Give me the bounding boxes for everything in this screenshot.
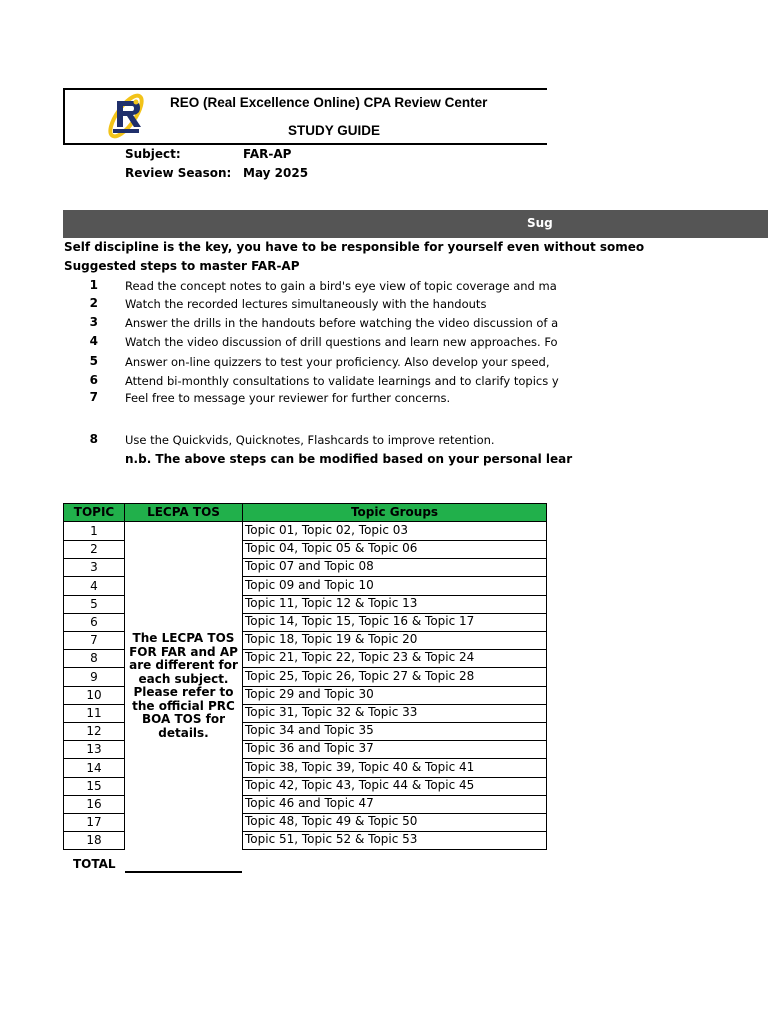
topic-group-cell: Topic 04, Topic 05 & Topic 06 (242, 540, 547, 559)
step-text: Feel free to message your reviewer for further concerns. (125, 391, 451, 405)
header-lecpa-tos: LECPA TOS (124, 503, 243, 522)
topic-number-cell: 17 (63, 813, 125, 832)
topic-number-cell: 6 (63, 613, 125, 632)
step-text: Read the concept notes to gain a bird's eye view of topic coverage and ma (125, 279, 557, 293)
discipline-statement: Self discipline is the key, you have to be responsible for yourself even without someo (64, 240, 645, 254)
topic-number-cell: 3 (63, 558, 125, 577)
topic-number-cell: 9 (63, 668, 125, 687)
topic-group-cell: Topic 36 and Topic 37 (242, 740, 547, 759)
lecpa-tos-note: The LECPA TOS FOR FAR and AP are different for each subject. Please refer to the official PRC BOA TOS for details. (129, 631, 238, 740)
topic-group-cell: Topic 01, Topic 02, Topic 03 (242, 522, 547, 541)
topic-group-cell: Topic 07 and Topic 08 (242, 558, 547, 577)
nb-note: n.b. The above steps can be modified based on your personal lear (125, 452, 573, 466)
topic-number-cell: 14 (63, 759, 125, 778)
topic-number-cell: 16 (63, 795, 125, 814)
step-number: 3 (89, 315, 98, 329)
subject-label: Subject: (125, 147, 181, 161)
topic-group-cell: Topic 34 and Topic 35 (242, 722, 547, 741)
topic-number-cell: 1 (63, 522, 125, 541)
topic-group-cell: Topic 29 and Topic 30 (242, 686, 547, 705)
subject-value: FAR-AP (243, 147, 292, 161)
doc-title: STUDY GUIDE (288, 123, 381, 138)
step-number: 8 (89, 432, 98, 446)
step-number: 5 (89, 354, 98, 368)
topic-number-cell: 8 (63, 649, 125, 668)
lecpa-tos-cell (125, 522, 242, 872)
step-text: Use the Quickvids, Quicknotes, Flashcards to improve retention. (125, 433, 495, 447)
header-topic-groups: Topic Groups (242, 503, 547, 522)
step-number: 2 (89, 296, 98, 310)
steps-heading: Suggested steps to master FAR-AP (64, 259, 300, 273)
step-text: Attend bi-monthly consultations to validate learnings and to clarify topics y (125, 374, 559, 388)
topic-group-cell: Topic 48, Topic 49 & Topic 50 (242, 813, 547, 832)
topic-number-cell: 4 (63, 577, 125, 596)
topic-number-cell: 2 (63, 540, 125, 559)
topic-group-cell: Topic 18, Topic 19 & Topic 20 (242, 631, 547, 650)
topic-group-cell: Topic 51, Topic 52 & Topic 53 (242, 831, 547, 850)
step-number: 1 (89, 278, 98, 292)
topic-number-cell: 7 (63, 631, 125, 650)
step-number: 6 (89, 373, 98, 387)
step-number: 7 (89, 390, 98, 404)
step-text: Answer the drills in the handouts before watching the video discussion of a (125, 316, 559, 330)
header-topic: TOPIC (63, 503, 125, 522)
step-text: Answer on-line quizzers to test your proficiency. Also develop your speed, (125, 355, 550, 369)
total-label: TOTAL (73, 857, 116, 871)
topic-group-cell: Topic 25, Topic 26, Topic 27 & Topic 28 (242, 668, 547, 687)
topic-number-cell: 10 (63, 686, 125, 705)
total-underline (125, 871, 242, 873)
season-label: Review Season: (125, 166, 232, 180)
topic-group-cell: Topic 09 and Topic 10 (242, 577, 547, 596)
topic-number-cell: 18 (63, 831, 125, 850)
reo-logo-icon (105, 93, 147, 139)
topic-group-cell: Topic 11, Topic 12 & Topic 13 (242, 595, 547, 614)
step-text: Watch the recorded lectures simultaneously with the handouts (125, 297, 487, 311)
org-title: REO (Real Excellence Online) CPA Review Center (170, 95, 488, 110)
topic-group-cell: Topic 31, Topic 32 & Topic 33 (242, 704, 547, 723)
section-banner (63, 210, 768, 238)
topic-group-cell: Topic 21, Topic 22, Topic 23 & Topic 24 (242, 649, 547, 668)
topic-group-cell: Topic 46 and Topic 47 (242, 795, 547, 814)
topic-number-cell: 12 (63, 722, 125, 741)
topic-number-cell: 5 (63, 595, 125, 614)
topic-number-cell: 15 (63, 777, 125, 796)
season-value: May 2025 (243, 166, 309, 180)
topic-group-cell: Topic 38, Topic 39, Topic 40 & Topic 41 (242, 759, 547, 778)
topic-number-cell: 13 (63, 740, 125, 759)
topic-group-cell: Topic 42, Topic 43, Topic 44 & Topic 45 (242, 777, 547, 796)
banner-text: Sug (527, 216, 553, 230)
topic-number-cell: 11 (63, 704, 125, 723)
topic-group-cell: Topic 14, Topic 15, Topic 16 & Topic 17 (242, 613, 547, 632)
step-text: Watch the video discussion of drill questions and learn new approaches. Fo (125, 335, 558, 349)
step-number: 4 (89, 334, 98, 348)
